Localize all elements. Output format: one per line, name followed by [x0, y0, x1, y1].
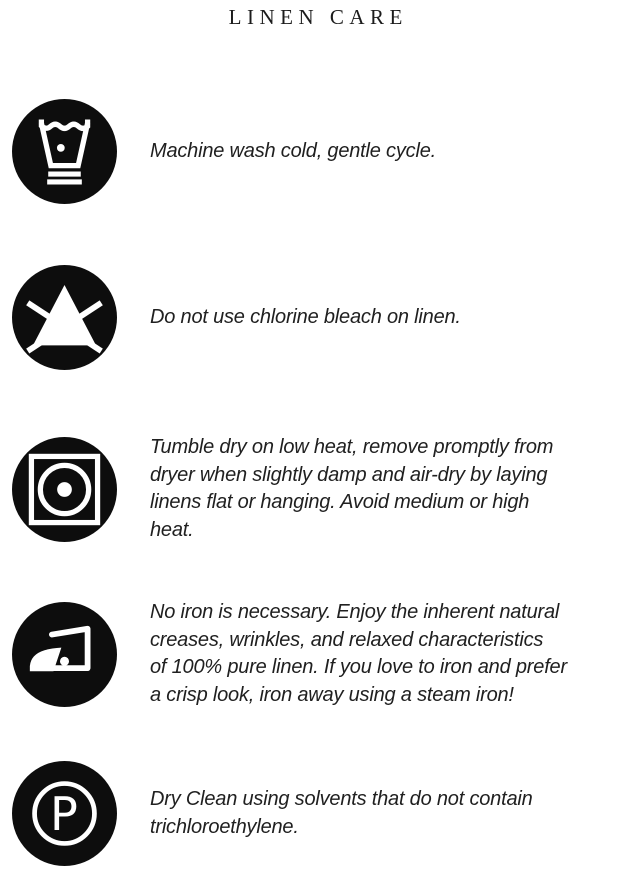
header	[0, 0, 631, 29]
care-text-machine-wash: Machine wash cold, gentle cycle.	[150, 139, 436, 162]
care-instruction-list	[0, 99, 631, 866]
tumble-dry-icon	[12, 437, 117, 542]
care-row-no-bleach	[0, 265, 631, 370]
care-row-tumble-dry	[0, 434, 631, 544]
dry-clean-icon	[12, 761, 117, 866]
care-text-tumble-dry: Tumble dry on low heat, remove promptly from dryer when slightly damp and air-dry by laying linens flat or hanging. Avoid medium or high heat.	[150, 436, 554, 541]
care-row-dry-clean	[0, 761, 631, 866]
care-row-iron	[0, 599, 631, 709]
care-text-no-bleach: Do not use chlorine bleach on linen.	[150, 305, 461, 328]
care-text-dry-clean: Dry Clean using solvents that do not contain trichloroethylene.	[150, 788, 533, 838]
dry-clean-letter: P	[50, 786, 78, 841]
no-iron-icon	[12, 602, 117, 707]
care-text-iron: No iron is necessary. Enjoy the inherent natural creases, wrinkles, and relaxed characteristics of 100% pure linen. If you love to iron and prefer a crisp look, iron away using a steam iron!	[150, 601, 567, 706]
no-bleach-icon	[12, 265, 117, 370]
page-title: LINEN CARE	[228, 5, 408, 29]
machine-wash-icon	[12, 99, 117, 204]
care-row-machine-wash	[0, 99, 631, 204]
